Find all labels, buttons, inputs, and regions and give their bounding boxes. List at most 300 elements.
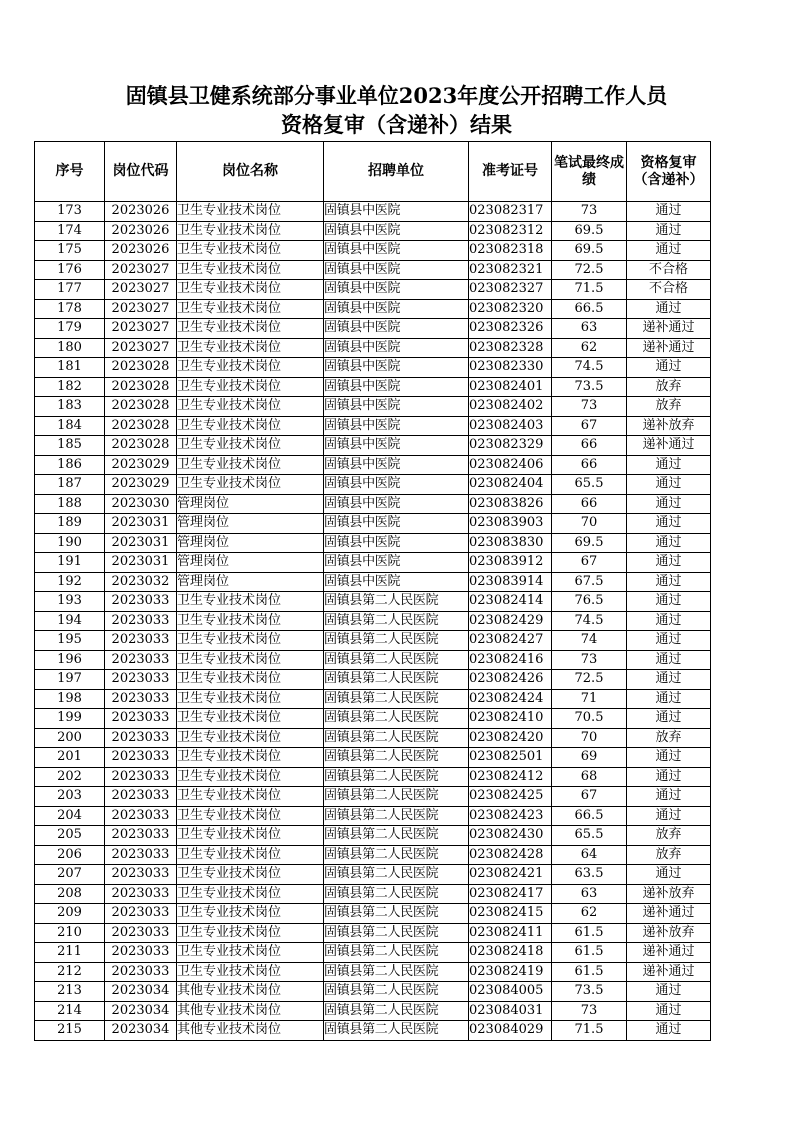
table-row <box>35 338 711 358</box>
cell-employer: 固镇县中医院 <box>324 358 469 378</box>
table-row <box>35 631 711 651</box>
cell-employer: 固镇县第二人民医院 <box>324 650 469 670</box>
table-row <box>35 845 711 865</box>
table-row <box>35 904 711 924</box>
cell-serial: 213 <box>35 982 105 1002</box>
cell-final-score: 66.5 <box>552 299 627 319</box>
cell-employer: 固镇县中医院 <box>324 494 469 514</box>
cell-review-result: 通过 <box>627 709 711 729</box>
cell-position-code: 2023031 <box>105 533 177 553</box>
cell-review-result: 递补放弃 <box>627 923 711 943</box>
cell-employer: 固镇县第二人民医院 <box>324 845 469 865</box>
cell-ticket-number: 023082412 <box>469 767 552 787</box>
cell-final-score: 67 <box>552 787 627 807</box>
cell-position-name: 卫生专业技术岗位 <box>177 884 324 904</box>
table-row <box>35 592 711 612</box>
cell-final-score: 72.5 <box>552 670 627 690</box>
table-row <box>35 650 711 670</box>
cell-position-name: 卫生专业技术岗位 <box>177 865 324 885</box>
cell-ticket-number: 023082403 <box>469 416 552 436</box>
cell-serial: 215 <box>35 1021 105 1041</box>
cell-review-result: 通过 <box>627 572 711 592</box>
cell-position-code: 2023033 <box>105 845 177 865</box>
table-row <box>35 455 711 475</box>
cell-serial: 179 <box>35 319 105 339</box>
cell-review-result: 通过 <box>627 1021 711 1041</box>
table-row <box>35 241 711 261</box>
cell-position-code: 2023028 <box>105 416 177 436</box>
cell-ticket-number: 023082327 <box>469 280 552 300</box>
cell-position-code: 2023028 <box>105 358 177 378</box>
cell-serial: 208 <box>35 884 105 904</box>
table-row <box>35 787 711 807</box>
cell-position-name: 管理岗位 <box>177 553 324 573</box>
cell-review-result: 放弃 <box>627 728 711 748</box>
cell-position-code: 2023028 <box>105 377 177 397</box>
cell-serial: 188 <box>35 494 105 514</box>
table-row <box>35 982 711 1002</box>
cell-employer: 固镇县中医院 <box>324 436 469 456</box>
cell-review-result: 通过 <box>627 806 711 826</box>
cell-ticket-number: 023082419 <box>469 962 552 982</box>
cell-serial: 192 <box>35 572 105 592</box>
cell-final-score: 64 <box>552 845 627 865</box>
cell-ticket-number: 023082320 <box>469 299 552 319</box>
cell-position-name: 卫生专业技术岗位 <box>177 631 324 651</box>
cell-final-score: 66 <box>552 436 627 456</box>
cell-review-result: 递补通过 <box>627 436 711 456</box>
cell-employer: 固镇县第二人民医院 <box>324 709 469 729</box>
cell-final-score: 73 <box>552 397 627 417</box>
cell-serial: 195 <box>35 631 105 651</box>
cell-final-score: 69 <box>552 748 627 768</box>
cell-position-name: 卫生专业技术岗位 <box>177 611 324 631</box>
table-row <box>35 728 711 748</box>
cell-review-result: 递补通过 <box>627 319 711 339</box>
cell-employer: 固镇县第二人民医院 <box>324 884 469 904</box>
cell-employer: 固镇县中医院 <box>324 475 469 495</box>
cell-final-score: 69.5 <box>552 241 627 261</box>
cell-ticket-number: 023082312 <box>469 221 552 241</box>
cell-position-code: 2023033 <box>105 611 177 631</box>
cell-serial: 187 <box>35 475 105 495</box>
table-row <box>35 884 711 904</box>
cell-final-score: 70.5 <box>552 709 627 729</box>
table-row <box>35 611 711 631</box>
cell-serial: 214 <box>35 1001 105 1021</box>
cell-position-code: 2023027 <box>105 338 177 358</box>
cell-review-result: 放弃 <box>627 845 711 865</box>
cell-final-score: 66.5 <box>552 806 627 826</box>
cell-position-code: 2023033 <box>105 767 177 787</box>
cell-serial: 189 <box>35 514 105 534</box>
cell-review-result: 通过 <box>627 1001 711 1021</box>
cell-review-result: 不合格 <box>627 280 711 300</box>
cell-final-score: 62 <box>552 904 627 924</box>
cell-serial: 182 <box>35 377 105 397</box>
cell-serial: 180 <box>35 338 105 358</box>
cell-employer: 固镇县中医院 <box>324 202 469 222</box>
cell-employer: 固镇县中医院 <box>324 221 469 241</box>
cell-employer: 固镇县第二人民医院 <box>324 592 469 612</box>
cell-ticket-number: 023083903 <box>469 514 552 534</box>
cell-position-name: 卫生专业技术岗位 <box>177 806 324 826</box>
cell-position-name: 其他专业技术岗位 <box>177 1001 324 1021</box>
table-row <box>35 416 711 436</box>
cell-employer: 固镇县中医院 <box>324 455 469 475</box>
cell-employer: 固镇县第二人民医院 <box>324 631 469 651</box>
cell-ticket-number: 023082425 <box>469 787 552 807</box>
cell-employer: 固镇县第二人民医院 <box>324 611 469 631</box>
cell-position-name: 卫生专业技术岗位 <box>177 338 324 358</box>
cell-position-code: 2023032 <box>105 572 177 592</box>
column-header-position-code: 岗位代码 <box>105 142 177 202</box>
cell-employer: 固镇县第二人民医院 <box>324 962 469 982</box>
cell-position-code: 2023033 <box>105 670 177 690</box>
cell-position-name: 卫生专业技术岗位 <box>177 689 324 709</box>
cell-review-result: 通过 <box>627 631 711 651</box>
cell-employer: 固镇县第二人民医院 <box>324 904 469 924</box>
cell-position-code: 2023033 <box>105 923 177 943</box>
cell-position-code: 2023026 <box>105 221 177 241</box>
cell-position-code: 2023034 <box>105 1001 177 1021</box>
cell-position-code: 2023033 <box>105 943 177 963</box>
cell-employer: 固镇县第二人民医院 <box>324 689 469 709</box>
cell-review-result: 递补放弃 <box>627 416 711 436</box>
cell-review-result: 通过 <box>627 221 711 241</box>
cell-position-name: 卫生专业技术岗位 <box>177 455 324 475</box>
column-header-position-name: 岗位名称 <box>177 142 324 202</box>
cell-position-name: 卫生专业技术岗位 <box>177 416 324 436</box>
cell-ticket-number: 023082423 <box>469 806 552 826</box>
cell-position-code: 2023027 <box>105 260 177 280</box>
cell-serial: 191 <box>35 553 105 573</box>
cell-review-result: 通过 <box>627 455 711 475</box>
cell-position-code: 2023033 <box>105 806 177 826</box>
cell-position-code: 2023026 <box>105 241 177 261</box>
cell-position-name: 卫生专业技术岗位 <box>177 280 324 300</box>
table-row <box>35 319 711 339</box>
cell-ticket-number: 023082501 <box>469 748 552 768</box>
document-title: 固镇县卫健系统部分事业单位2023年度公开招聘工作人员 <box>125 83 668 108</box>
table-row <box>35 865 711 885</box>
cell-employer: 固镇县中医院 <box>324 533 469 553</box>
cell-final-score: 66 <box>552 455 627 475</box>
cell-ticket-number: 023082330 <box>469 358 552 378</box>
table-row <box>35 709 711 729</box>
cell-final-score: 65.5 <box>552 826 627 846</box>
cell-position-code: 2023034 <box>105 982 177 1002</box>
table-row <box>35 689 711 709</box>
cell-review-result: 通过 <box>627 358 711 378</box>
cell-employer: 固镇县第二人民医院 <box>324 923 469 943</box>
cell-serial: 173 <box>35 202 105 222</box>
cell-final-score: 66 <box>552 494 627 514</box>
cell-serial: 206 <box>35 845 105 865</box>
cell-ticket-number: 023084031 <box>469 1001 552 1021</box>
cell-review-result: 通过 <box>627 865 711 885</box>
cell-serial: 196 <box>35 650 105 670</box>
cell-ticket-number: 023082421 <box>469 865 552 885</box>
cell-position-name: 卫生专业技术岗位 <box>177 358 324 378</box>
cell-position-code: 2023033 <box>105 748 177 768</box>
cell-position-code: 2023033 <box>105 865 177 885</box>
table-row <box>35 514 711 534</box>
cell-serial: 200 <box>35 728 105 748</box>
cell-ticket-number: 023082406 <box>469 455 552 475</box>
cell-review-result: 放弃 <box>627 397 711 417</box>
cell-ticket-number: 023082401 <box>469 377 552 397</box>
cell-position-name: 卫生专业技术岗位 <box>177 397 324 417</box>
cell-serial: 210 <box>35 923 105 943</box>
cell-employer: 固镇县第二人民医院 <box>324 787 469 807</box>
cell-employer: 固镇县中医院 <box>324 397 469 417</box>
cell-position-code: 2023026 <box>105 202 177 222</box>
table-row <box>35 377 711 397</box>
cell-final-score: 73.5 <box>552 982 627 1002</box>
cell-ticket-number: 023082417 <box>469 884 552 904</box>
cell-employer: 固镇县第二人民医院 <box>324 1021 469 1041</box>
cell-ticket-number: 023082411 <box>469 923 552 943</box>
cell-position-code: 2023034 <box>105 1021 177 1041</box>
cell-final-score: 72.5 <box>552 260 627 280</box>
column-header-review-result: 资格复审（含递补） <box>627 142 711 202</box>
cell-serial: 197 <box>35 670 105 690</box>
column-header-final-score: 笔试最终成绩 <box>552 142 627 202</box>
cell-position-name: 卫生专业技术岗位 <box>177 241 324 261</box>
cell-position-code: 2023033 <box>105 689 177 709</box>
cell-employer: 固镇县第二人民医院 <box>324 767 469 787</box>
table-row <box>35 358 711 378</box>
table-row <box>35 806 711 826</box>
cell-employer: 固镇县中医院 <box>324 299 469 319</box>
document-subtitle: 资格复审（含递补）结果 <box>281 112 512 137</box>
cell-position-code: 2023029 <box>105 475 177 495</box>
cell-final-score: 71 <box>552 689 627 709</box>
cell-serial: 184 <box>35 416 105 436</box>
cell-position-name: 卫生专业技术岗位 <box>177 436 324 456</box>
cell-employer: 固镇县第二人民医院 <box>324 728 469 748</box>
cell-final-score: 74 <box>552 631 627 651</box>
cell-review-result: 通过 <box>627 767 711 787</box>
cell-serial: 203 <box>35 787 105 807</box>
cell-serial: 202 <box>35 767 105 787</box>
cell-position-name: 卫生专业技术岗位 <box>177 221 324 241</box>
cell-review-result: 通过 <box>627 494 711 514</box>
cell-serial: 201 <box>35 748 105 768</box>
cell-ticket-number: 023082317 <box>469 202 552 222</box>
cell-position-code: 2023033 <box>105 962 177 982</box>
cell-position-name: 卫生专业技术岗位 <box>177 845 324 865</box>
table-row <box>35 943 711 963</box>
cell-final-score: 63 <box>552 319 627 339</box>
cell-serial: 174 <box>35 221 105 241</box>
cell-review-result: 递补通过 <box>627 338 711 358</box>
cell-review-result: 放弃 <box>627 826 711 846</box>
cell-final-score: 73.5 <box>552 377 627 397</box>
cell-serial: 178 <box>35 299 105 319</box>
table-row <box>35 1021 711 1041</box>
cell-position-code: 2023033 <box>105 904 177 924</box>
cell-review-result: 递补通过 <box>627 904 711 924</box>
cell-final-score: 71.5 <box>552 280 627 300</box>
cell-position-code: 2023028 <box>105 397 177 417</box>
cell-position-name: 卫生专业技术岗位 <box>177 787 324 807</box>
cell-ticket-number: 023082415 <box>469 904 552 924</box>
cell-employer: 固镇县中医院 <box>324 572 469 592</box>
cell-final-score: 61.5 <box>552 962 627 982</box>
cell-review-result: 通过 <box>627 202 711 222</box>
cell-position-name: 卫生专业技术岗位 <box>177 904 324 924</box>
cell-position-name: 卫生专业技术岗位 <box>177 767 324 787</box>
cell-review-result: 递补通过 <box>627 962 711 982</box>
cell-employer: 固镇县第二人民医院 <box>324 826 469 846</box>
cell-employer: 固镇县中医院 <box>324 319 469 339</box>
cell-position-name: 卫生专业技术岗位 <box>177 923 324 943</box>
cell-serial: 175 <box>35 241 105 261</box>
cell-employer: 固镇县第二人民医院 <box>324 670 469 690</box>
cell-ticket-number: 023084005 <box>469 982 552 1002</box>
cell-position-name: 管理岗位 <box>177 494 324 514</box>
table-row <box>35 280 711 300</box>
cell-final-score: 71.5 <box>552 1021 627 1041</box>
results-table <box>34 141 711 1041</box>
cell-review-result: 通过 <box>627 241 711 261</box>
table-row <box>35 553 711 573</box>
cell-position-name: 卫生专业技术岗位 <box>177 650 324 670</box>
cell-review-result: 通过 <box>627 787 711 807</box>
cell-serial: 204 <box>35 806 105 826</box>
cell-position-code: 2023030 <box>105 494 177 514</box>
cell-position-code: 2023033 <box>105 709 177 729</box>
cell-review-result: 通过 <box>627 650 711 670</box>
cell-serial: 181 <box>35 358 105 378</box>
cell-ticket-number: 023082424 <box>469 689 552 709</box>
column-header-employer: 招聘单位 <box>324 142 469 202</box>
cell-serial: 190 <box>35 533 105 553</box>
table-row <box>35 748 711 768</box>
table-row <box>35 221 711 241</box>
cell-serial: 185 <box>35 436 105 456</box>
cell-review-result: 通过 <box>627 475 711 495</box>
table-row <box>35 260 711 280</box>
cell-position-name: 卫生专业技术岗位 <box>177 748 324 768</box>
table-row <box>35 962 711 982</box>
cell-position-name: 其他专业技术岗位 <box>177 1021 324 1041</box>
cell-final-score: 73 <box>552 202 627 222</box>
cell-serial: 199 <box>35 709 105 729</box>
cell-ticket-number: 023082321 <box>469 260 552 280</box>
cell-position-name: 管理岗位 <box>177 514 324 534</box>
cell-ticket-number: 023082410 <box>469 709 552 729</box>
cell-final-score: 70 <box>552 728 627 748</box>
cell-final-score: 63.5 <box>552 865 627 885</box>
table-row <box>35 202 711 222</box>
cell-review-result: 通过 <box>627 611 711 631</box>
cell-employer: 固镇县中医院 <box>324 377 469 397</box>
table-row <box>35 767 711 787</box>
cell-ticket-number: 023084029 <box>469 1021 552 1041</box>
cell-serial: 193 <box>35 592 105 612</box>
cell-ticket-number: 023083914 <box>469 572 552 592</box>
cell-final-score: 74.5 <box>552 611 627 631</box>
cell-ticket-number: 023082428 <box>469 845 552 865</box>
table-row <box>35 826 711 846</box>
cell-serial: 205 <box>35 826 105 846</box>
cell-serial: 186 <box>35 455 105 475</box>
column-header-ticket-number: 准考证号 <box>469 142 552 202</box>
cell-review-result: 通过 <box>627 689 711 709</box>
cell-position-code: 2023027 <box>105 280 177 300</box>
cell-position-code: 2023033 <box>105 631 177 651</box>
cell-position-name: 卫生专业技术岗位 <box>177 943 324 963</box>
cell-final-score: 68 <box>552 767 627 787</box>
cell-serial: 207 <box>35 865 105 885</box>
cell-position-name: 管理岗位 <box>177 533 324 553</box>
table-row <box>35 475 711 495</box>
cell-ticket-number: 023082420 <box>469 728 552 748</box>
cell-employer: 固镇县中医院 <box>324 514 469 534</box>
cell-position-code: 2023033 <box>105 787 177 807</box>
cell-ticket-number: 023082318 <box>469 241 552 261</box>
cell-position-name: 卫生专业技术岗位 <box>177 728 324 748</box>
cell-ticket-number: 023082329 <box>469 436 552 456</box>
table-row <box>35 670 711 690</box>
cell-review-result: 通过 <box>627 299 711 319</box>
cell-final-score: 67 <box>552 416 627 436</box>
cell-final-score: 69.5 <box>552 221 627 241</box>
cell-review-result: 递补通过 <box>627 943 711 963</box>
cell-position-code: 2023033 <box>105 650 177 670</box>
table-row <box>35 923 711 943</box>
cell-position-code: 2023031 <box>105 553 177 573</box>
cell-review-result: 递补放弃 <box>627 884 711 904</box>
cell-ticket-number: 023083912 <box>469 553 552 573</box>
cell-ticket-number: 023082416 <box>469 650 552 670</box>
cell-ticket-number: 023082414 <box>469 592 552 612</box>
cell-ticket-number: 023082429 <box>469 611 552 631</box>
cell-position-code: 2023033 <box>105 884 177 904</box>
cell-serial: 209 <box>35 904 105 924</box>
cell-review-result: 放弃 <box>627 377 711 397</box>
column-header-serial: 序号 <box>35 142 105 202</box>
cell-employer: 固镇县第二人民医院 <box>324 1001 469 1021</box>
cell-position-code: 2023029 <box>105 455 177 475</box>
cell-ticket-number: 023082328 <box>469 338 552 358</box>
cell-serial: 198 <box>35 689 105 709</box>
cell-employer: 固镇县第二人民医院 <box>324 982 469 1002</box>
cell-position-name: 卫生专业技术岗位 <box>177 826 324 846</box>
cell-position-name: 卫生专业技术岗位 <box>177 260 324 280</box>
cell-ticket-number: 023083826 <box>469 494 552 514</box>
cell-employer: 固镇县中医院 <box>324 338 469 358</box>
cell-ticket-number: 023083830 <box>469 533 552 553</box>
cell-ticket-number: 023082404 <box>469 475 552 495</box>
cell-position-name: 卫生专业技术岗位 <box>177 299 324 319</box>
cell-ticket-number: 023082402 <box>469 397 552 417</box>
cell-position-name: 卫生专业技术岗位 <box>177 377 324 397</box>
cell-position-name: 卫生专业技术岗位 <box>177 319 324 339</box>
cell-position-code: 2023027 <box>105 299 177 319</box>
table-row <box>35 494 711 514</box>
cell-serial: 183 <box>35 397 105 417</box>
cell-employer: 固镇县第二人民医院 <box>324 748 469 768</box>
cell-serial: 177 <box>35 280 105 300</box>
cell-position-name: 管理岗位 <box>177 572 324 592</box>
cell-review-result: 不合格 <box>627 260 711 280</box>
cell-final-score: 63 <box>552 884 627 904</box>
cell-position-code: 2023028 <box>105 436 177 456</box>
